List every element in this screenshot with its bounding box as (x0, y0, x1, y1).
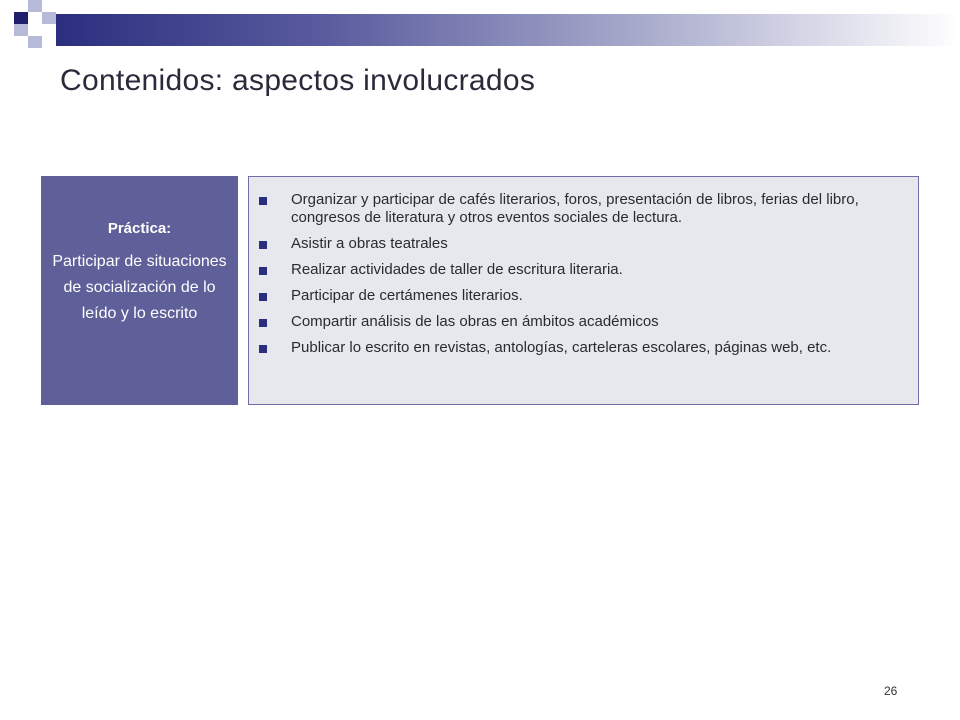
list-item (257, 339, 900, 357)
decor-square-light-1 (28, 0, 42, 12)
decor-square-light-2 (42, 12, 56, 24)
list-item (257, 287, 900, 305)
list-item-text: Realizar actividades de taller de escritura literaria. (291, 261, 623, 278)
practice-heading: Práctica: (107, 220, 172, 237)
page-title: Contenidos: aspectos involucrados (60, 64, 536, 97)
practice-description: Participar de situaciones de socialización de lo leído y lo escrito (52, 253, 227, 322)
list-item-text: Asistir a obras teatrales (291, 235, 448, 252)
decor-square-dark-1 (14, 12, 28, 24)
list-item (257, 191, 900, 227)
list-item-text: Publicar lo escrito en revistas, antologías, carteleras escolares, páginas web, etc. (291, 339, 832, 356)
list-item (257, 261, 900, 279)
page-number: 26 (884, 684, 898, 698)
list-item-text: Participar de certámenes literarios. (291, 287, 523, 304)
activities-box (248, 176, 919, 405)
decor-square-light-3 (14, 24, 28, 36)
square-bullet-icon (259, 197, 267, 205)
list-item (257, 313, 900, 331)
decor-square-light-4 (28, 36, 42, 48)
list-item-text: Organizar y participar de cafés literarios, foros, presentación de libros, ferias del libro, congresos de literatura y otros eventos sociales de lectura. (291, 191, 859, 226)
header-gradient-bar (56, 14, 960, 46)
square-bullet-icon (259, 267, 267, 275)
square-bullet-icon (259, 241, 267, 249)
list-item-text: Compartir análisis de las obras en ámbitos académicos (291, 313, 659, 330)
activities-list (257, 191, 900, 357)
square-bullet-icon (259, 293, 267, 301)
list-item (257, 235, 900, 253)
practice-box (41, 176, 238, 405)
square-bullet-icon (259, 319, 267, 327)
square-bullet-icon (259, 345, 267, 353)
